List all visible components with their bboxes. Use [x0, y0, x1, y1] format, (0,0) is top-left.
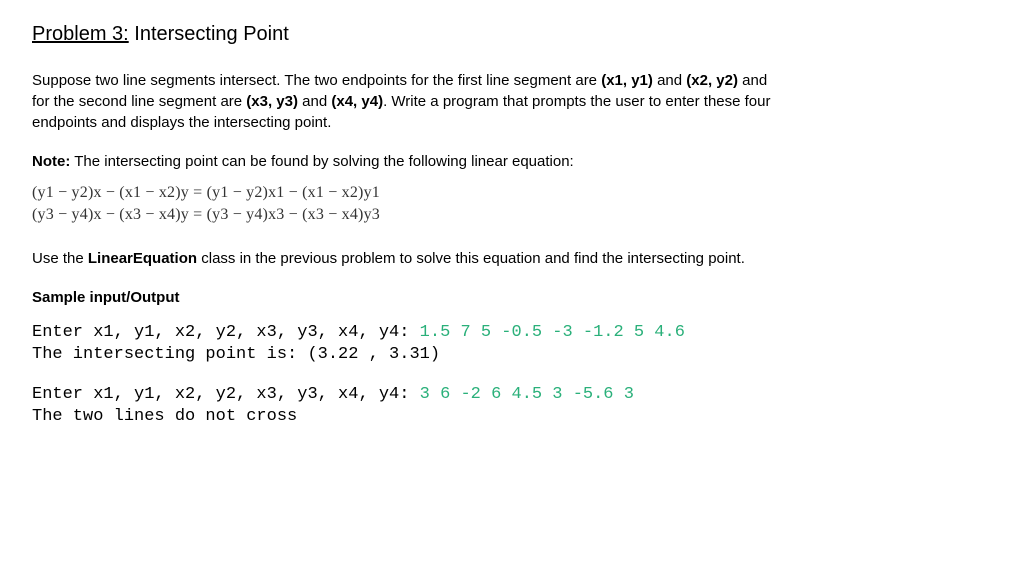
sample-1-output: The intersecting point is: (3.22 , 3.31)	[32, 345, 441, 364]
sample-2-output: The two lines do not cross	[32, 407, 298, 426]
sample-heading-text: Sample input/Output	[32, 289, 180, 306]
sample-run-2	[32, 384, 772, 428]
usage-paragraph	[32, 248, 772, 269]
sample-run-1	[32, 322, 772, 366]
page-title	[32, 20, 772, 48]
problem-description	[32, 70, 772, 133]
document-page	[32, 20, 772, 446]
sample-1-user-input: 1.5 7 5 -0.5 -3 -1.2 5 4.6	[419, 323, 685, 342]
note-text: The intersecting point can be found by solving the following linear equation:	[70, 153, 574, 170]
sample-1-prompt: Enter x1, y1, x2, y2, x3, y3, x4, y4:	[32, 323, 420, 342]
sample-2-prompt: Enter x1, y1, x2, y2, x3, y3, x4, y4:	[32, 385, 420, 404]
sample-1-input-line	[32, 322, 772, 344]
intro-text-5: . Write a program that prompts the user to enter these four endpoints and displays the intersecting point.	[32, 93, 771, 131]
intro-point-3: (x3, y3)	[246, 93, 298, 110]
equation-2: (y3 − y4)x − (x3 − x4)y = (y3 − y4)x3 − (x3 − x4)y3	[32, 206, 380, 223]
intro-text-2: and	[652, 72, 687, 89]
note-label: Note:	[32, 153, 71, 170]
intro-text-1: Suppose two line segments intersect. The two endpoints for the first line segment are	[32, 72, 602, 89]
note-paragraph	[32, 151, 772, 172]
linear-equations	[32, 182, 772, 226]
intro-point-1: (x1, y1)	[601, 72, 653, 89]
intro-text-3: and for the second line segment are	[32, 72, 768, 110]
intro-text-4: and	[298, 93, 332, 110]
usage-text-2: class in the previous problem to solve this equation and find the intersecting point.	[197, 250, 745, 267]
problem-number: Problem 3:	[32, 23, 129, 45]
sample-2-input-line	[32, 384, 772, 406]
usage-text-1: Use the	[32, 250, 88, 267]
problem-name: Intersecting Point	[128, 23, 289, 45]
sample-heading	[32, 287, 772, 308]
sample-2-user-input: 3 6 -2 6 4.5 3 -5.6 3	[419, 385, 634, 404]
intro-point-4: (x4, y4)	[331, 93, 384, 110]
class-name: LinearEquation	[87, 250, 198, 267]
intro-point-2: (x2, y2)	[686, 72, 738, 89]
equation-1: (y1 − y2)x − (x1 − x2)y = (y1 − y2)x1 − (x1 − x2)y1	[32, 184, 380, 201]
